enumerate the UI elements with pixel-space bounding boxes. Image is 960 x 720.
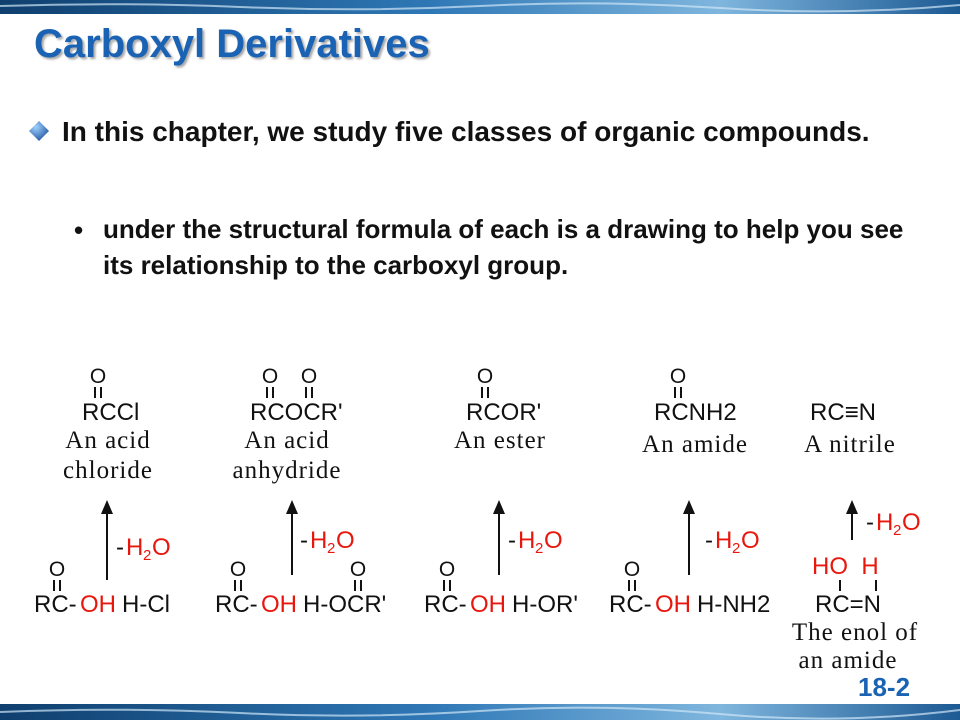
svg-text:O: O <box>300 365 318 388</box>
svg-text:O: O <box>152 534 171 561</box>
reactant-acid: RC- <box>34 591 77 618</box>
svg-text:O: O <box>261 365 279 388</box>
enol-name-line2: an amide <box>798 647 898 674</box>
svg-text:H: H <box>126 534 144 561</box>
svg-text:O: O <box>544 527 563 554</box>
svg-text:O: O <box>902 509 921 536</box>
name-ester: An ester <box>454 427 546 454</box>
svg-text:O: O <box>741 527 760 554</box>
diamond-bullet-icon <box>28 120 50 142</box>
svg-text:H: H <box>518 527 536 554</box>
svg-text:O: O <box>438 558 456 581</box>
name-acid-chloride-line1: An acid <box>65 427 151 454</box>
enol-name-line1: The enol of <box>791 619 919 646</box>
svg-text:2: 2 <box>327 540 336 557</box>
reactant-partner: H-NH2 <box>697 591 771 618</box>
reactant-hydroxyl: OH <box>470 591 506 618</box>
up-arrow-icon <box>493 500 505 575</box>
sub-bullet-text: under the structural formula of each is a drawing to help you see its relationship to the carboxyl group. <box>103 214 904 280</box>
svg-text:H: H <box>876 509 894 536</box>
up-arrow-icon <box>286 500 298 575</box>
name-acid-anhydride-line2: anhydride <box>232 457 342 484</box>
derivative-nitrile <box>792 399 921 674</box>
formula-acid-anhydride: RCOCR' <box>250 399 343 426</box>
page-title: Carboxyl Derivatives <box>34 22 430 66</box>
derivative-acid-chloride <box>34 365 171 618</box>
formula-amide: RCNH2 <box>654 399 737 426</box>
reactant-hydroxyl: OH <box>655 591 691 618</box>
svg-text:-: - <box>116 534 124 561</box>
name-acid-anhydride-line1: An acid <box>244 427 330 454</box>
name-amide: An amide <box>642 431 748 458</box>
up-arrow-icon <box>683 500 695 575</box>
svg-text:2: 2 <box>143 547 152 564</box>
reactant-hydroxyl: OH <box>261 591 297 618</box>
formula-acid-chloride: RCCl <box>82 399 140 426</box>
svg-text:-: - <box>866 509 874 536</box>
svg-text:O: O <box>48 558 66 581</box>
up-arrow-icon <box>101 500 113 580</box>
svg-text:-: - <box>508 527 516 554</box>
svg-text:O: O <box>89 365 107 388</box>
main-bullet-text: In this chapter, we study five classes of organic compounds. <box>62 116 870 147</box>
top-decorative-bar <box>0 0 960 14</box>
svg-text:-: - <box>300 527 308 554</box>
reactant-acid: RC- <box>609 591 652 618</box>
name-acid-chloride-line2: chloride <box>63 457 153 484</box>
derivative-acid-anhydride <box>215 365 386 618</box>
svg-text:O: O <box>623 558 641 581</box>
svg-text:-: - <box>705 527 713 554</box>
svg-text:2: 2 <box>535 540 544 557</box>
svg-text:O: O <box>349 558 367 581</box>
enol-hydroxyl-and-hydrogen: HO H <box>812 553 879 580</box>
reactant-partner: H-OR' <box>512 591 578 618</box>
reactant-hydroxyl: OH <box>80 591 116 618</box>
bottom-decorative-bar <box>0 704 960 720</box>
page-number: 18-2 <box>858 672 911 702</box>
reactant-partner: H-OCR' <box>303 591 387 618</box>
svg-text:H: H <box>310 527 328 554</box>
svg-text:O: O <box>336 527 355 554</box>
up-arrow-icon <box>846 500 858 540</box>
svg-text:H: H <box>715 527 733 554</box>
reactant-partner: H-Cl <box>122 591 170 618</box>
svg-text:2: 2 <box>893 522 902 539</box>
formula-ester: RCOR' <box>466 399 542 426</box>
svg-text:O: O <box>229 558 247 581</box>
formula-nitrile: RC≡N <box>810 399 876 426</box>
carboxyl-derivatives-diagram <box>0 340 960 680</box>
derivative-ester <box>424 365 578 618</box>
reactant-acid: RC- <box>424 591 467 618</box>
sub-bullet-dot: • <box>74 215 84 245</box>
name-nitrile: A nitrile <box>804 431 896 458</box>
reactant-acid: RC- <box>215 591 258 618</box>
svg-text:2: 2 <box>732 540 741 557</box>
svg-text:O: O <box>476 365 494 388</box>
derivative-amide <box>609 365 770 618</box>
enol-backbone: RC=N <box>815 591 882 618</box>
svg-text:O: O <box>669 365 687 388</box>
